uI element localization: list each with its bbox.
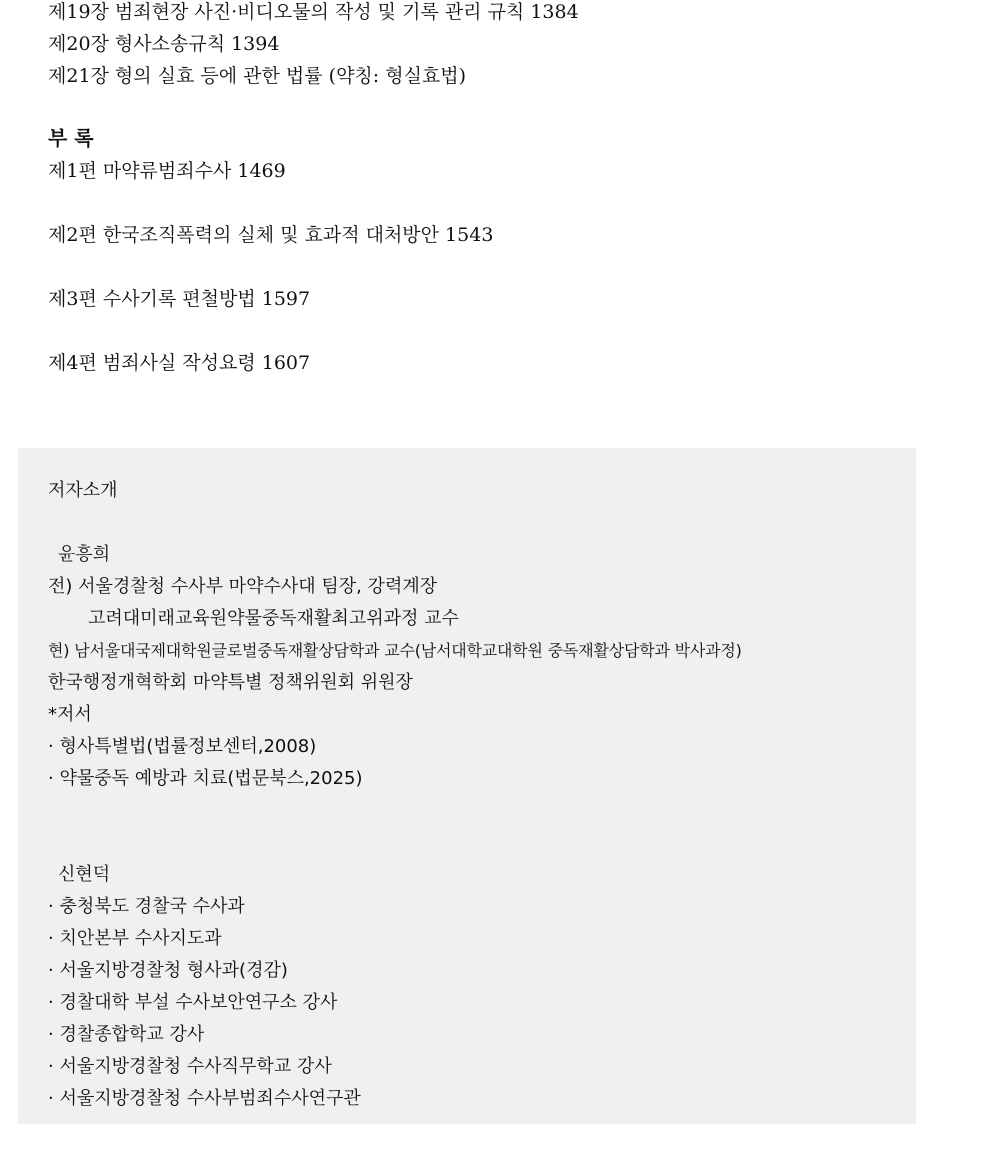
author1-line: 한국행정개혁학회 마약특별 정책위원회 위원장 [48,672,413,693]
toc-chapter-19: 제19장 범죄현장 사진·비디오물의 작성 및 기록 관리 규칙 1384 [48,1,579,23]
author2-line: · 서울지방경찰청 수사부범죄수사연구관 [48,1088,361,1109]
author1-line: 전) 서울경찰청 수사부 마약수사대 팀장, 강력계장 [48,576,438,597]
author1-book: · 약물중독 예방과 치료(법문북스,2025) [48,768,363,789]
author2-line: · 충청북도 경찰국 수사과 [48,896,245,917]
author2-line: · 서울지방경찰청 수사직무학교 강사 [48,1056,332,1077]
appendix-item-4: 제4편 범죄사실 작성요령 1607 [48,352,311,374]
toc-chapter-21: 제21장 형의 실효 등에 관한 법률 (약칭: 형실효법) [48,65,467,87]
author2-line: · 서울지방경찰청 형사과(경감) [48,960,288,981]
appendix-item-3: 제3편 수사기록 편철방법 1597 [48,288,311,310]
author1-books-label: *저서 [48,704,92,725]
author2-line: · 경찰종합학교 강사 [48,1024,205,1045]
author1-line: 고려대미래교육원약물중독재활최고위과정 교수 [88,608,459,629]
appendix-item-2: 제2편 한국조직폭력의 실체 및 효과적 대처방안 1543 [48,224,494,246]
author1-line: 현) 남서울대국제대학원글로벌중독재활상담학과 교수(남서대학교대학원 중독재활상담학과 박사과정) [48,641,742,660]
appendix-item-1: 제1편 마약류범죄수사 1469 [48,160,286,182]
author1-book: · 형사특별법(법률정보센터,2008) [48,736,317,757]
author-intro-heading: 저자소개 [48,480,118,501]
appendix-heading: 부 록 [48,126,94,150]
author1-name: 윤흥희 [58,544,111,565]
toc-chapter-20: 제20장 형사소송규칙 1394 [48,33,280,55]
author2-name: 신현덕 [58,864,111,885]
author2-line: · 경찰대학 부설 수사보안연구소 강사 [48,992,338,1013]
author2-line: · 치안본부 수사지도과 [48,928,222,949]
